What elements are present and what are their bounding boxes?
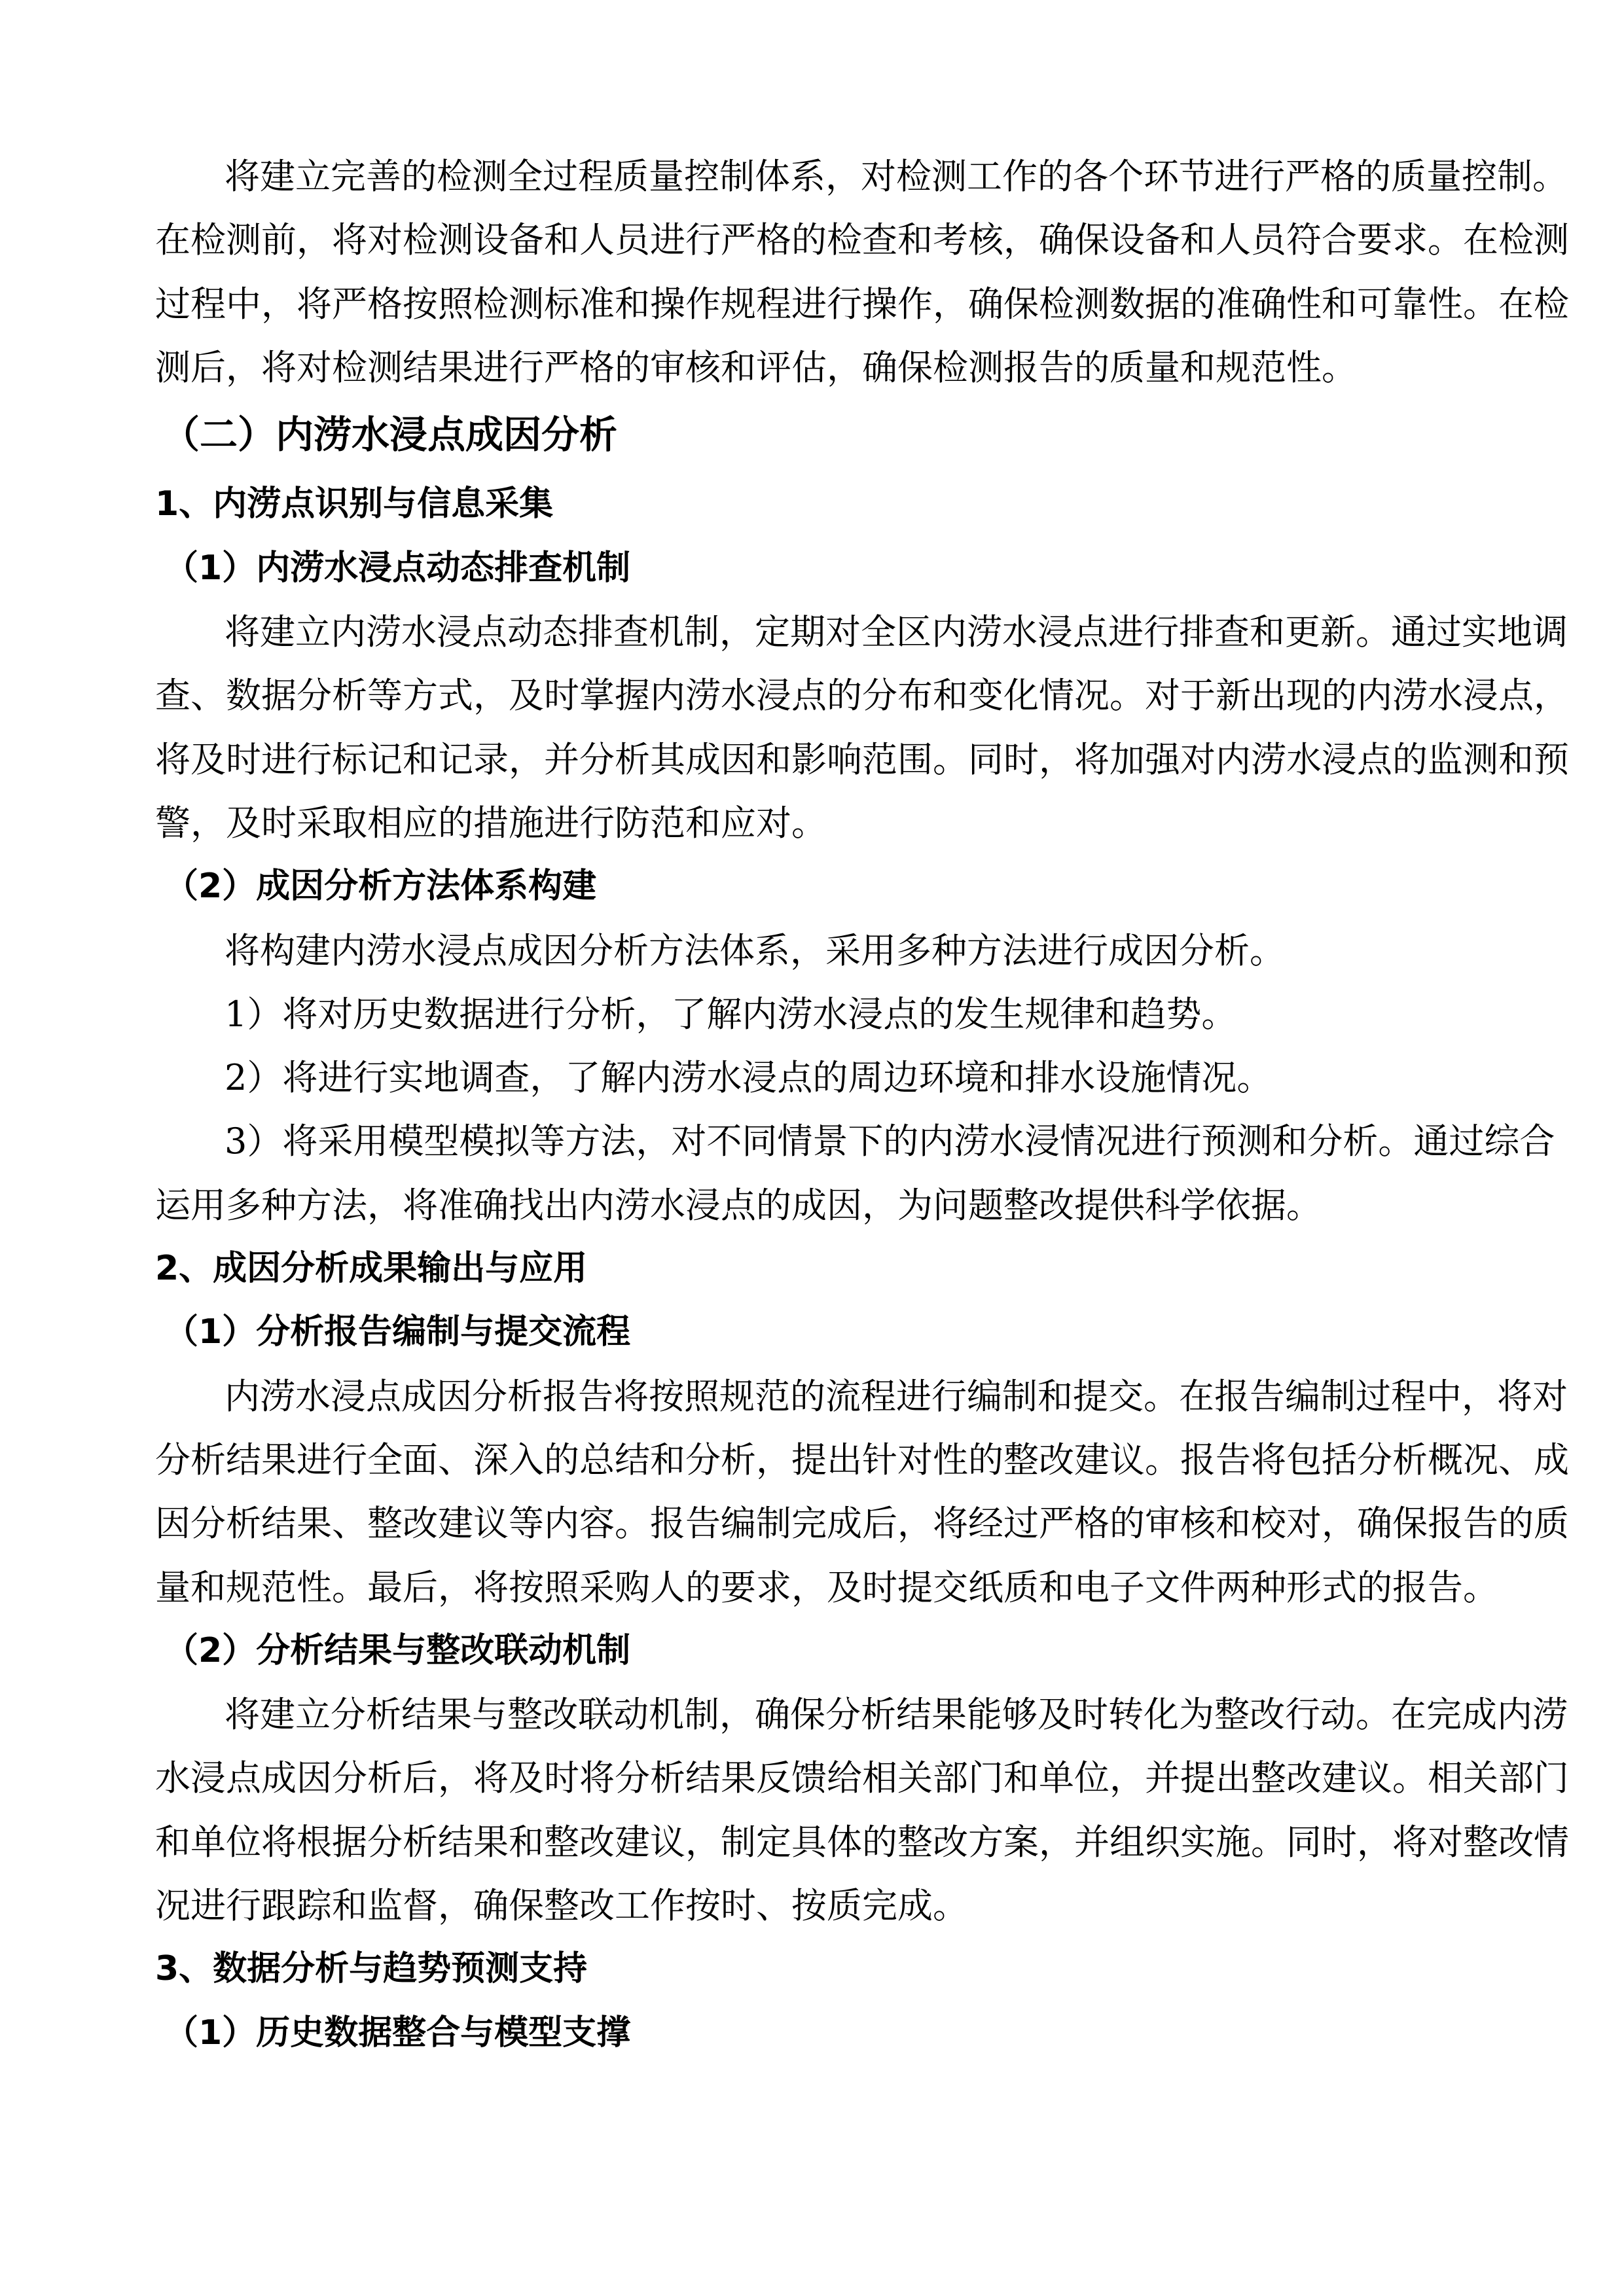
list-item: [155, 1109, 1555, 1237]
item-heading: （2）分析结果与整改联动机制: [164, 1630, 631, 1670]
subsection-heading: 3、数据分析与趋势预测支持: [155, 1949, 588, 1989]
text-line: 过程中，将严格按照检测标准和操作规程进行操作，确保检测数据的准确性和可靠性。在检: [155, 283, 1569, 325]
text-line: 内涝水浸点成因分析报告将按照规范的流程进行编制和提交。在报告编制过程中，将对: [225, 1375, 1568, 1417]
text-line: 况进行跟踪和监督，确保整改工作按时、按质完成。: [155, 1885, 968, 1927]
section-heading: （二）内涝水浸点成因分析: [162, 412, 618, 457]
item-heading: （1）分析报告编制与提交流程: [164, 1312, 631, 1352]
paragraph-quality-control: [155, 145, 1569, 399]
text-line: 分析结果进行全面、深入的总结和分析，提出针对性的整改建议。报告将包括分析概况、成: [155, 1439, 1569, 1480]
text-line: 在检测前，将对检测设备和人员进行严格的检查和考核，确保设备和人员符合要求。在检测: [155, 219, 1569, 261]
text-line: 查、数据分析等方式，及时掌握内涝水浸点的分布和变化情况。对于新出现的内涝水浸点，: [155, 675, 1569, 717]
text-line: 运用多种方法，将准确找出内涝水浸点的成因，为问题整改提供科学依据。: [155, 1184, 1322, 1226]
item-heading: （1）历史数据整合与模型支撑: [164, 2013, 631, 2053]
text-line: 将及时进行标记和记录，并分析其成因和影响范围。同时，将加强对内涝水浸点的监测和预: [155, 738, 1569, 780]
paragraph-rectification-linkage: [155, 1683, 1569, 1937]
text-line: 将建立分析结果与整改联动机制，确保分析结果能够及时转化为整改行动。在完成内涝: [225, 1694, 1568, 1736]
text-line: 和单位将根据分析结果和整改建议，制定具体的整改方案，并组织实施。同时，将对整改情: [155, 1821, 1569, 1863]
list-item: 2）将进行实地调查，了解内涝水浸点的周边环境和排水设施情况。: [225, 1057, 1272, 1099]
paragraph-report-process: [155, 1365, 1569, 1619]
text-line: 量和规范性。最后，将按照采购人的要求，及时提交纸质和电子文件两种形式的报告。: [155, 1566, 1498, 1608]
list-item: 1）将对历史数据进行分析，了解内涝水浸点的发生规律和趋势。: [225, 993, 1237, 1035]
paragraph-dynamic-inspection: [155, 600, 1569, 855]
item-heading: （2）成因分析方法体系构建: [164, 867, 597, 906]
text-line: 因分析结果、整改建议等内容。报告编制完成后，将经过严格的审核和校对，确保报告的质: [155, 1503, 1569, 1545]
document-page: [155, 145, 1569, 2065]
text-line: 警，及时采取相应的措施进行防范和应对。: [155, 802, 827, 844]
text-line: 水浸点成因分析后，将及时将分析结果反馈给相关部门和单位，并提出整改建议。相关部门: [155, 1757, 1569, 1799]
subsection-heading: 2、成因分析成果输出与应用: [155, 1249, 588, 1289]
text-line: 3）将采用模型模拟等方法，对不同情景下的内涝水浸情况进行预测和分析。通过综合: [225, 1121, 1555, 1162]
item-heading: （1）内涝水浸点动态排查机制: [164, 548, 631, 588]
paragraph-method-intro: 将构建内涝水浸点成因分析方法体系，采用多种方法进行成因分析。: [225, 929, 1285, 971]
text-line: 测后，将对检测结果进行严格的审核和评估，确保检测报告的质量和规范性。: [155, 346, 1357, 388]
text-line: 将建立内涝水浸点动态排查机制，定期对全区内涝水浸点进行排查和更新。通过实地调: [225, 611, 1568, 653]
text-line: 将建立完善的检测全过程质量控制体系，对检测工作的各个环节进行严格的质量控制。: [225, 156, 1568, 197]
subsection-heading: 1、内涝点识别与信息采集: [155, 484, 554, 524]
